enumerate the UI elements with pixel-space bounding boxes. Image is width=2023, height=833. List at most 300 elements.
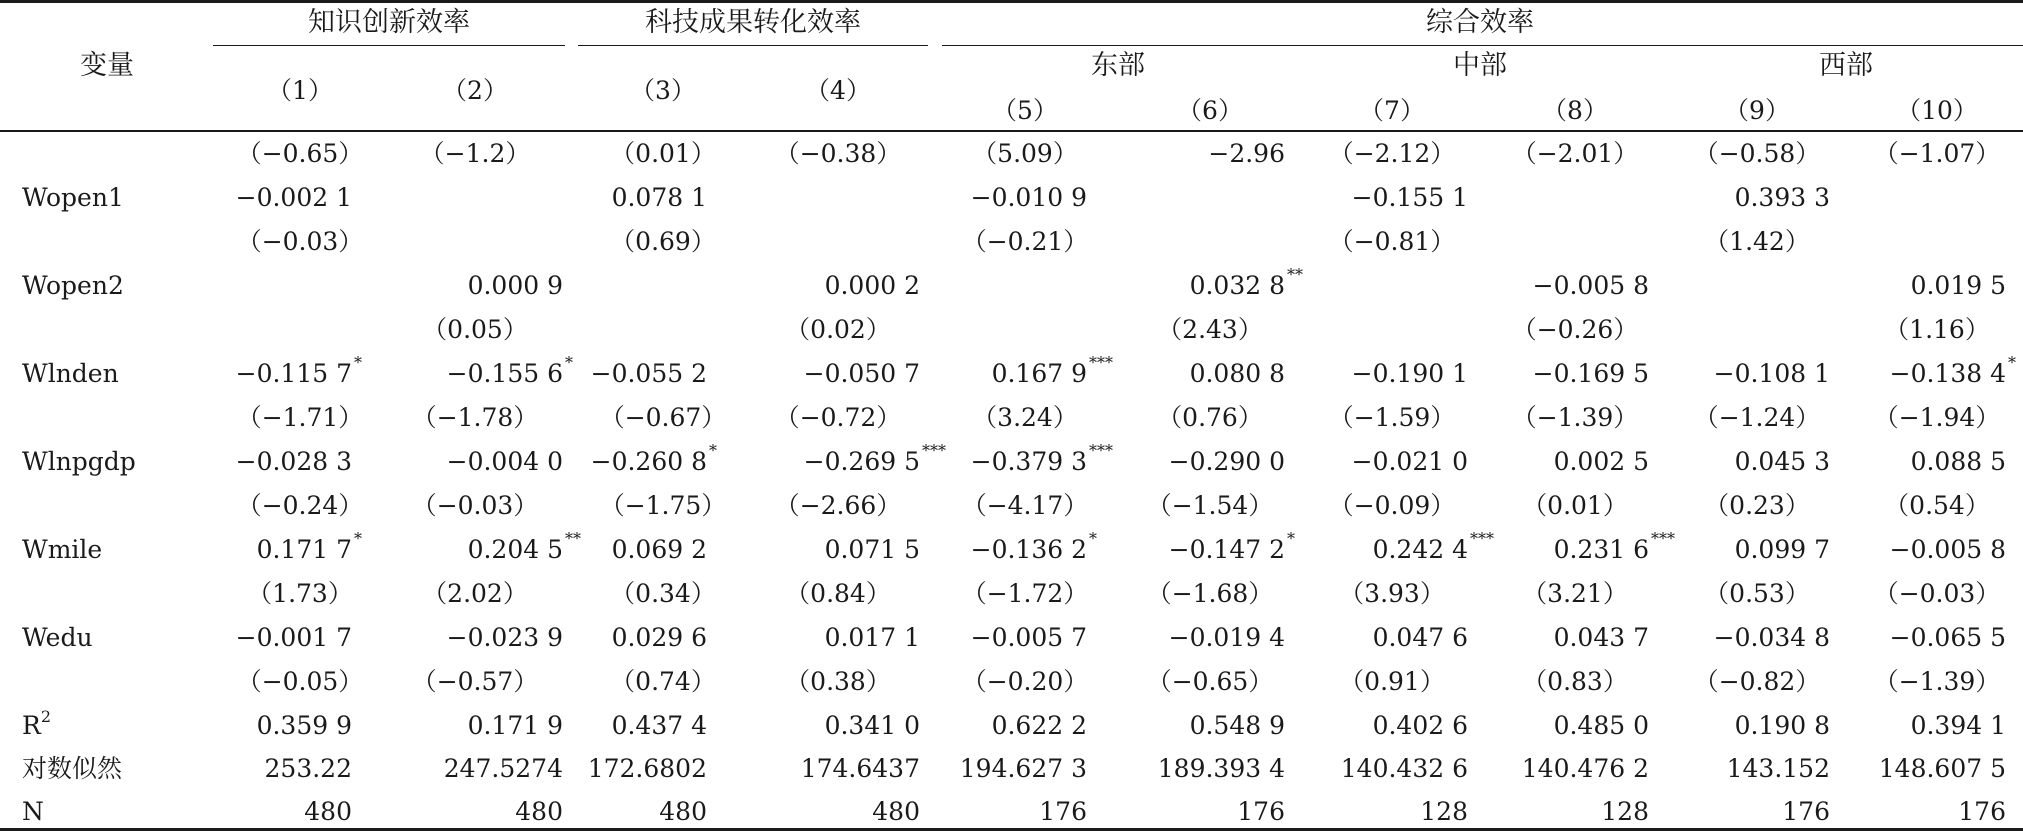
table-cell <box>1874 403 2001 433</box>
significance-stars: *** <box>922 441 946 460</box>
cell-value: 0.032 8 <box>1189 271 1285 300</box>
table-cell <box>825 271 920 301</box>
cell-value: 176 <box>1958 797 2006 826</box>
cell-value: （0.53） <box>1704 579 1810 608</box>
cell-value: （−2.66） <box>774 491 902 520</box>
cell-value: 0.393 3 <box>1734 183 1830 212</box>
table-cell <box>962 579 1089 609</box>
table-cell <box>1694 667 1821 697</box>
top-rule <box>0 0 2023 3</box>
table-cell <box>446 353 573 389</box>
table-cell <box>1189 265 1303 301</box>
row-label-text: R <box>22 711 41 740</box>
table-cell <box>1352 447 1468 477</box>
row-label-text: N <box>22 797 44 826</box>
row-label <box>22 183 124 213</box>
cell-value: （0.54） <box>1884 491 1990 520</box>
cell-value: （−1.71） <box>236 403 364 432</box>
significance-stars: * <box>354 529 362 548</box>
column-number-9: （9） <box>1724 96 1790 125</box>
table-cell <box>785 667 891 697</box>
significance-stars: * <box>1089 529 1097 548</box>
cell-value: 480 <box>872 797 920 826</box>
column-number-3: （3） <box>630 76 696 105</box>
table-cell <box>247 579 353 609</box>
cell-value: −2.96 <box>1208 139 1285 168</box>
cell-value: （−0.03） <box>1873 579 2001 608</box>
cell-value: （−1.2） <box>419 139 531 168</box>
cell-value: 174.6437 <box>800 754 920 783</box>
cell-value: 0.359 9 <box>256 711 352 740</box>
cell-value: （0.01） <box>610 139 716 168</box>
table-cell <box>591 359 707 389</box>
table-cell <box>825 535 920 565</box>
table-cell <box>1420 797 1468 827</box>
cell-value: 0.088 5 <box>1910 447 2006 476</box>
table-cell <box>803 441 946 477</box>
column-number-10: （10） <box>1896 96 1978 125</box>
table-cell <box>1879 754 2006 784</box>
table-cell <box>775 403 902 433</box>
significance-stars: * <box>354 353 362 372</box>
table-cell <box>962 491 1089 521</box>
cell-value: （0.91） <box>1339 667 1445 696</box>
cell-value: −0.001 7 <box>235 623 352 652</box>
table-cell <box>412 403 539 433</box>
cell-value: −0.169 5 <box>1532 359 1649 388</box>
table-cell <box>962 227 1089 257</box>
row-label-text: Wmile <box>22 535 103 564</box>
table-cell <box>600 403 727 433</box>
cell-value: 140.476 2 <box>1521 754 1649 783</box>
table-cell <box>600 491 727 521</box>
table-cell <box>804 359 920 389</box>
table-cell <box>1553 529 1675 565</box>
column-number-8: （8） <box>1542 96 1608 125</box>
significance-stars: ** <box>1287 265 1303 284</box>
table-cell <box>257 711 352 741</box>
table-cell <box>1512 315 1639 345</box>
bottom-rule <box>0 828 2023 831</box>
table-cell <box>1373 711 1468 741</box>
table-cell <box>1147 667 1274 697</box>
cell-value: −0.005 7 <box>970 623 1087 652</box>
cell-value: （1.16） <box>1884 315 1990 344</box>
cell-value: （−0.05） <box>236 667 364 696</box>
cell-value: 0.043 7 <box>1553 623 1649 652</box>
cell-value: −0.010 9 <box>970 183 1087 212</box>
cell-value: 0.045 3 <box>1734 447 1830 476</box>
table-cell <box>588 754 707 784</box>
cell-value: 128 <box>1601 797 1649 826</box>
row-label-text: Wlnden <box>22 359 119 388</box>
column-number-4: （4） <box>805 76 871 105</box>
variable-header: 变量 <box>80 50 134 81</box>
table-cell <box>612 535 707 565</box>
row-label <box>22 535 102 565</box>
table-cell <box>1169 447 1285 477</box>
column-number-6: （6） <box>1177 96 1243 125</box>
knowledge-group-underline <box>213 45 565 46</box>
table-cell <box>1694 403 1821 433</box>
row-label <box>22 271 124 301</box>
cell-value: 0.231 6 <box>1553 535 1649 564</box>
table-cell <box>1890 535 2006 565</box>
table-cell <box>825 623 920 653</box>
cell-value: （−0.67） <box>599 403 727 432</box>
row-label-text: Wopen2 <box>22 271 124 300</box>
table-cell <box>1329 403 1456 433</box>
table-cell <box>610 139 716 169</box>
table-cell <box>1237 797 1285 827</box>
row-label-superscript: 2 <box>40 707 52 726</box>
row-label <box>22 797 44 827</box>
row-label <box>22 447 136 477</box>
cell-value: （1.42） <box>1704 227 1810 256</box>
cell-value: 0.002 5 <box>1553 447 1649 476</box>
table-cell <box>1874 139 2001 169</box>
table-cell <box>1168 529 1295 565</box>
cell-value: （−0.03） <box>411 491 539 520</box>
cell-value: 0.402 6 <box>1372 711 1468 740</box>
table-cell <box>1190 359 1285 389</box>
table-cell <box>612 183 707 213</box>
table-cell <box>265 754 352 784</box>
cell-value: （−0.24） <box>236 491 364 520</box>
table-cell <box>1704 579 1810 609</box>
cell-value: −0.005 8 <box>1889 535 2006 564</box>
table-cell <box>237 667 364 697</box>
cell-value: −0.269 5 <box>803 447 920 476</box>
significance-stars: * <box>1287 529 1295 548</box>
table-cell <box>1522 491 1628 521</box>
table-cell <box>412 667 539 697</box>
cell-value: （0.05） <box>422 315 528 344</box>
knowledge-efficiency-header: 知识创新效率 <box>308 7 470 38</box>
table-cell <box>1512 403 1639 433</box>
significance-stars: *** <box>1651 529 1675 548</box>
table-cell <box>1158 754 1285 784</box>
table-cell <box>1911 271 2006 301</box>
cell-value: 0.485 0 <box>1553 711 1649 740</box>
table-cell <box>1533 359 1649 389</box>
table-cell <box>775 139 902 169</box>
table-cell <box>785 315 891 345</box>
cell-value: 176 <box>1039 797 1087 826</box>
tech-group-underline <box>578 45 928 46</box>
cell-value: 480 <box>659 797 707 826</box>
cell-value: 253.22 <box>264 754 352 783</box>
cell-value: 0.000 2 <box>824 271 920 300</box>
row-label-text: Wedu <box>22 623 93 652</box>
table-cell <box>1329 227 1456 257</box>
cell-value: （2.43） <box>1157 315 1263 344</box>
table-cell <box>971 623 1087 653</box>
cell-value: 143.152 <box>1726 754 1830 783</box>
table-cell <box>610 227 716 257</box>
cell-value: （−1.78） <box>411 403 539 432</box>
cell-value: −0.028 3 <box>235 447 352 476</box>
column-number-5: （5） <box>992 96 1058 125</box>
cell-value: （3.24） <box>972 403 1078 432</box>
cell-value: 176 <box>1782 797 1830 826</box>
table-cell <box>1169 623 1285 653</box>
table-cell <box>1554 447 1649 477</box>
cell-value: −0.115 7 <box>235 359 352 388</box>
cell-value: （−1.39） <box>1511 403 1639 432</box>
cell-value: 140.432 6 <box>1340 754 1468 783</box>
cell-value: −0.021 0 <box>1351 447 1468 476</box>
table-cell <box>236 623 352 653</box>
cell-value: 0.078 1 <box>611 183 707 212</box>
cell-value: （−0.38） <box>774 139 902 168</box>
cell-value: （−0.26） <box>1511 315 1639 344</box>
table-cell <box>1889 353 2016 389</box>
table-cell <box>659 797 707 827</box>
cell-value: （0.76） <box>1157 403 1263 432</box>
cell-value: （−0.82） <box>1693 667 1821 696</box>
cell-value: （2.02） <box>422 579 528 608</box>
table-cell <box>1533 271 1649 301</box>
table-cell <box>1522 579 1628 609</box>
cell-value: 0.394 1 <box>1910 711 2006 740</box>
cell-value: 0.071 5 <box>824 535 920 564</box>
cell-value: 0.167 9 <box>991 359 1087 388</box>
table-cell <box>304 797 352 827</box>
row-label <box>22 623 93 653</box>
cell-value: 172.6802 <box>587 754 707 783</box>
table-cell <box>1157 315 1263 345</box>
cell-value: −0.050 7 <box>803 359 920 388</box>
cell-value: −0.155 6 <box>446 359 563 388</box>
central-region-header: 中部 <box>1453 50 1507 81</box>
table-cell <box>970 441 1113 477</box>
cell-value: 0.341 0 <box>824 711 920 740</box>
table-cell <box>1735 447 1830 477</box>
cell-value: （−1.75） <box>599 491 727 520</box>
table-cell <box>420 139 531 169</box>
table-cell <box>1884 491 1990 521</box>
cell-value: −0.155 1 <box>1351 183 1468 212</box>
table-cell <box>237 403 364 433</box>
table-cell <box>1157 403 1263 433</box>
cell-value: （−1.54） <box>1146 491 1274 520</box>
cell-value: （3.93） <box>1339 579 1445 608</box>
table-cell <box>1601 797 1649 827</box>
table-cell <box>1522 754 1649 784</box>
cell-value: （0.83） <box>1522 667 1628 696</box>
cell-value: 480 <box>515 797 563 826</box>
cell-value: 0.204 5 <box>467 535 563 564</box>
table-cell <box>447 623 563 653</box>
cell-value: −0.136 2 <box>970 535 1087 564</box>
cell-value: 0.047 6 <box>1372 623 1468 652</box>
cell-value: −0.147 2 <box>1168 535 1285 564</box>
table-cell <box>971 183 1087 213</box>
cell-value: −0.290 0 <box>1168 447 1285 476</box>
table-cell <box>1735 183 1830 213</box>
table-cell <box>236 183 352 213</box>
cell-value: （−0.58） <box>1693 139 1821 168</box>
cell-value: −0.019 4 <box>1168 623 1285 652</box>
table-cell <box>256 529 362 565</box>
overall-group-underline <box>942 45 2023 46</box>
cell-value: （−0.65） <box>1146 667 1274 696</box>
table-cell <box>1339 667 1445 697</box>
table-cell <box>1554 623 1649 653</box>
cell-value: −0.108 1 <box>1713 359 1830 388</box>
cell-value: −0.055 2 <box>590 359 707 388</box>
table-cell <box>1714 359 1830 389</box>
table-cell <box>1911 711 2006 741</box>
cell-value: 0.017 1 <box>824 623 920 652</box>
cell-value: （−0.81） <box>1328 227 1456 256</box>
column-number-2: （2） <box>442 76 508 105</box>
overall-efficiency-header: 综合效率 <box>1426 7 1534 38</box>
table-cell <box>612 711 707 741</box>
cell-value: 189.393 4 <box>1157 754 1285 783</box>
cell-value: （−1.07） <box>1873 139 2001 168</box>
cell-value: （0.02） <box>785 315 891 344</box>
significance-stars: *** <box>1089 353 1113 372</box>
cell-value: （−1.72） <box>961 579 1089 608</box>
table-cell <box>1714 623 1830 653</box>
table-cell <box>1512 139 1639 169</box>
cell-value: （−0.03） <box>236 227 364 256</box>
cell-value: （−1.59） <box>1328 403 1456 432</box>
tech-transfer-efficiency-header: 科技成果转化效率 <box>645 7 861 38</box>
row-label-text: Wopen1 <box>22 183 124 212</box>
table-cell <box>610 667 716 697</box>
row-label <box>22 707 52 741</box>
cell-value: 0.069 2 <box>611 535 707 564</box>
cell-value: （0.84） <box>785 579 891 608</box>
west-region-header: 西部 <box>1819 50 1873 81</box>
significance-stars: * <box>2008 353 2016 372</box>
table-cell <box>1329 139 1456 169</box>
table-cell <box>960 754 1087 784</box>
table-cell <box>1704 227 1810 257</box>
significance-stars: ** <box>565 529 581 548</box>
table-cell <box>1735 711 1830 741</box>
table-cell <box>1329 491 1456 521</box>
table-cell <box>775 491 902 521</box>
significance-stars: *** <box>1470 529 1494 548</box>
cell-value: （−1.68） <box>1146 579 1274 608</box>
table-cell <box>801 754 920 784</box>
table-cell <box>1890 623 2006 653</box>
table-cell <box>590 441 717 477</box>
column-number-7: （7） <box>1359 96 1425 125</box>
cell-value: −0.379 3 <box>970 447 1087 476</box>
table-cell <box>467 529 581 565</box>
cell-value: （−0.57） <box>411 667 539 696</box>
table-cell <box>1874 667 2001 697</box>
cell-value: 0.437 4 <box>611 711 707 740</box>
table-cell <box>237 139 364 169</box>
significance-stars: *** <box>1089 441 1113 460</box>
table-cell <box>872 797 920 827</box>
table-cell <box>468 271 563 301</box>
table-cell <box>468 711 563 741</box>
cell-value: −0.138 4 <box>1889 359 2006 388</box>
cell-value: （−4.17） <box>961 491 1089 520</box>
cell-value: −0.005 8 <box>1532 271 1649 300</box>
table-cell <box>785 579 891 609</box>
table-cell <box>1782 797 1830 827</box>
cell-value: 0.548 9 <box>1189 711 1285 740</box>
cell-value: −0.065 5 <box>1889 623 2006 652</box>
column-number-1: （1） <box>267 76 333 105</box>
table-cell <box>1039 797 1087 827</box>
table-cell <box>962 667 1089 697</box>
table-cell <box>444 754 563 784</box>
cell-value: （−1.39） <box>1873 667 2001 696</box>
table-cell <box>422 579 528 609</box>
table-cell <box>1522 667 1628 697</box>
table-cell <box>1147 579 1274 609</box>
table-cell <box>235 353 362 389</box>
cell-value: −0.034 8 <box>1713 623 1830 652</box>
east-region-header: 东部 <box>1091 50 1145 81</box>
cell-value: （−0.65） <box>236 139 364 168</box>
cell-value: （−2.12） <box>1328 139 1456 168</box>
cell-value: −0.190 1 <box>1351 359 1468 388</box>
table-cell <box>422 315 528 345</box>
table-cell <box>825 711 920 741</box>
cell-value: （5.09） <box>972 139 1078 168</box>
cell-value: （−1.94） <box>1873 403 2001 432</box>
table-cell <box>1735 535 1830 565</box>
cell-value: （−0.09） <box>1328 491 1456 520</box>
table-cell <box>612 623 707 653</box>
cell-value: 0.622 2 <box>991 711 1087 740</box>
cell-value: 0.171 9 <box>467 711 563 740</box>
cell-value: （−0.21） <box>961 227 1089 256</box>
table-cell <box>1352 359 1468 389</box>
cell-value: 0.000 9 <box>467 271 563 300</box>
table-cell <box>1190 711 1285 741</box>
table-cell <box>237 491 364 521</box>
table-cell <box>1958 797 2006 827</box>
cell-value: 128 <box>1420 797 1468 826</box>
row-label <box>22 359 119 389</box>
table-cell <box>1372 529 1494 565</box>
table-cell <box>515 797 563 827</box>
cell-value: 0.080 8 <box>1189 359 1285 388</box>
table-cell <box>970 529 1097 565</box>
cell-value: （0.74） <box>610 667 716 696</box>
cell-value: （3.21） <box>1522 579 1628 608</box>
table-cell <box>610 579 716 609</box>
cell-value: 0.099 7 <box>1734 535 1830 564</box>
header-bottom-rule <box>0 130 2023 132</box>
cell-value: （−1.24） <box>1693 403 1821 432</box>
cell-value: （0.38） <box>785 667 891 696</box>
table-cell <box>1911 447 2006 477</box>
table-cell <box>1727 754 1830 784</box>
table-cell <box>1704 491 1810 521</box>
cell-value: （0.23） <box>1704 491 1810 520</box>
significance-stars: * <box>565 353 573 372</box>
row-label-text: Wlnpgdp <box>22 447 136 476</box>
table-cell <box>1884 315 1990 345</box>
table-cell <box>1554 711 1649 741</box>
table-cell <box>972 139 1078 169</box>
table-cell <box>991 353 1113 389</box>
table-cell <box>1352 183 1468 213</box>
cell-value: 0.029 6 <box>611 623 707 652</box>
